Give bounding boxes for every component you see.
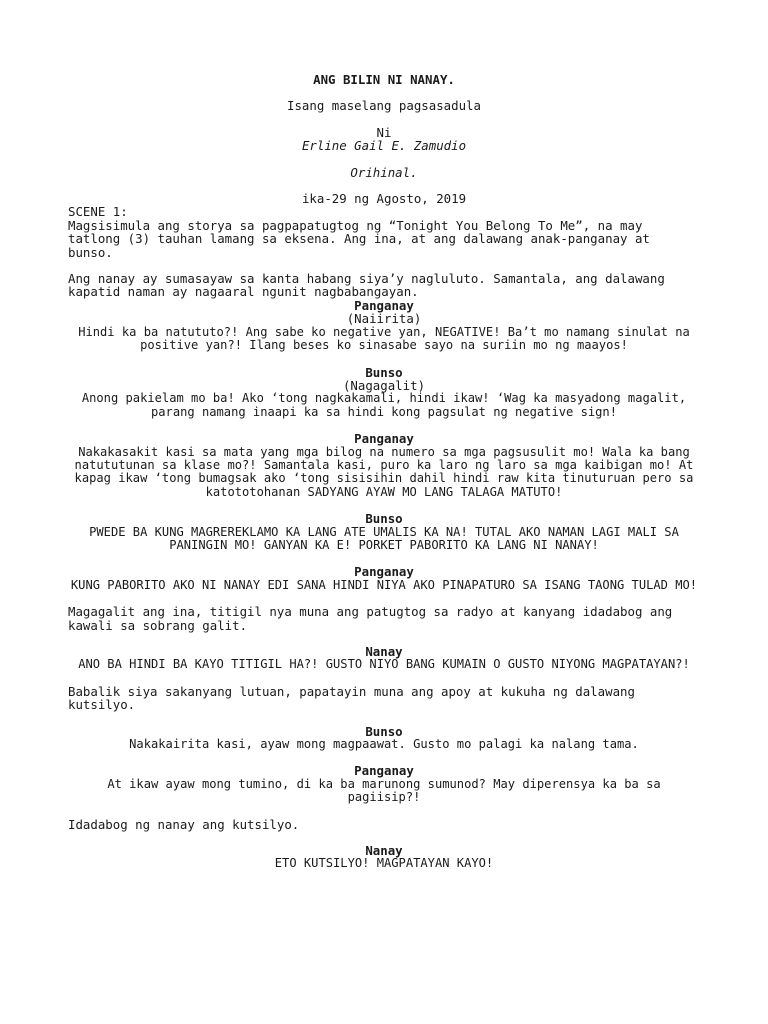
play-subtitle: Isang maselang pagsasadula [287,98,481,114]
speaker-name: Nanay [365,644,403,659]
dialogue-line: Nakakasakit kasi sa mata yang mga bilog na numero sa mga pagsusulit mo! Wala ka bang natututunan sa klase mo?! Samantala kasi, puro ka laro ng laro sa mga kaibigan mo! At kapag ikaw ‘tong bumagsak ako ‘tong sisisihin dahil hindi raw kita tinuturuan pero sa katototohanan SADYANG AYAW MO LANG TALAGA MATUTO! [74,444,694,499]
speaker-name: Panganay [354,564,414,580]
dialogue-line: ANO BA HINDI BA KAYO TITIGIL HA?! GUSTO NIYO BANG KUMAIN O GUSTO NIYONG MAGPATAYAN?! [78,657,690,672]
speaker-name: Panganay [354,431,414,447]
scene-label: SCENE 1: [68,204,128,220]
speaker-name: Panganay [354,297,414,313]
byline-label: Ni [376,124,392,140]
play-date: ika-29 ng Agosto, 2019 [301,191,467,207]
dialogue-line: Anong pakielam mo ba! Ako ‘tong nagkakamali, hindi ikaw! ‘Wag ka masyadong magalit, parang namang inaapi ka sa hindi kong pagsulat ng negative sign! [81,391,687,419]
speaker-name: Nanay [365,843,403,859]
play-title: ANG BILIN NI NANAY. [313,72,455,87]
stage-direction: Idadabog ng nanay ang kutsilyo. [68,816,300,832]
speaker-name: Bunso [365,364,403,380]
dialogue-line: Nakakairita kasi, ayaw mong magpaawat. Gusto mo palagi ka nalang tama. [129,737,639,752]
author-name: Erline Gail E. Zamudio [301,138,467,154]
script-page [68,68,700,871]
stage-direction: Magagalit ang ina, titigil nya muna ang patugtog sa radyo at kanyang idadabog ang kawali sa sobrang galit. [68,604,673,633]
speaker-direction: (Naiirita) [346,311,422,327]
dialogue-line: PWEDE BA KUNG MAGREREKLAMO KA LANG ATE UMALIS KA NA! TUTAL AKO NAMAN LAGI MALI SA PANINGIN MO! GANYAN KA E! PORKET PABORITO KA LANG NI NANAY! [89,524,679,552]
speaker-name: Panganay [354,763,414,779]
scene-intro: Magsisimula ang storya sa pagpapatugtog ng “Tonight You Belong To Me”, na may tatlong (3) tauhan lamang sa eksena. Ang ina, at ang dalawang anak-panganay at bunso. [68,217,650,260]
speaker-name: Bunso [365,511,403,527]
play-type: Orihinal. [350,164,418,180]
dialogue-line: Hindi ka ba natututo?! Ang sabe ko negative yan, NEGATIVE! Ba’t mo namang sinulat na positive yan?! Ilang beses ko sinasabe sayo na suriin mo ng maayos! [78,324,690,353]
speaker-name: Bunso [365,723,403,739]
dialogue-line: At ikaw ayaw mong tumino, di ka ba marunong sumunod? May diperensya ka ba sa pagiisip?! [107,776,661,805]
dialogue-line: KUNG PABORITO AKO NI NANAY EDI SANA HINDI NIYA AKO PINAPATURO SA ISANG TAONG TULAD MO! [70,577,698,592]
speaker-direction: (Nagagalit) [342,377,426,393]
dialogue-line: ETO KUTSILYO! MAGPATAYAN KAYO! [274,856,494,871]
stage-direction: Babalik siya sakanyang lutuan, papatayin muna ang apoy at kukuha ng dalawang kutsilyo. [68,683,635,713]
stage-direction: Ang nanay ay sumasayaw sa kanta habang siya’y nagluluto. Samantala, ang dalawang kapatid naman ay nagaaral ngunit nagbabangayan. [68,271,665,300]
